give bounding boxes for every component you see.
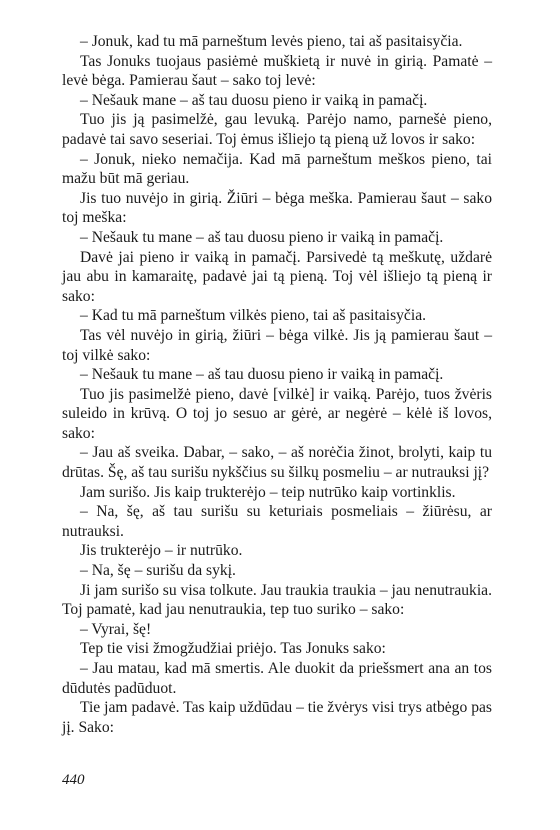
- paragraph: – Jonuk, nieko nemačija. Kad mā parneštum meškos pieno, tai mažu būt mā geriau.: [62, 150, 492, 188]
- paragraph: – Nešauk mane – aš tau duosu pieno ir vaiką in pamačį.: [80, 91, 428, 109]
- paragraph: – Nešauk tu mane – aš tau duosu pieno ir vaiką in pamačį.: [80, 228, 444, 246]
- paragraph: Tep tie visi žmogžudžiai priėjo. Tas Jonuks sako:: [80, 640, 386, 658]
- paragraph: – Kad tu mā parneštum vilkės pieno, tai aš pasitaisyčia.: [80, 307, 427, 325]
- paragraph: Tas vėl nuvėjo in girią, žiūri – bėga vilkė. Jis ją pamierau šaut – toj vilkė sako:: [62, 326, 492, 364]
- paragraph: Ji jam surišo su visa tolkute. Jau traukia traukia – jau nenutraukia. Toj pamatė, kad jau nenutraukia, tep tuo suriko – sako:: [62, 581, 492, 619]
- paragraph: Tas Jonuks tuojaus pasiėmė muškietą ir nuvė in girią. Pamatė – levė bėga. Pamierau šaut – sako toj levė:: [62, 52, 492, 90]
- body-text: [62, 32, 492, 737]
- paragraph: Tie jam padavė. Tas kaip uždūdau – tie žvėrys visi trys atbėgo pas jį. Sako:: [62, 699, 492, 736]
- paragraph: – Nešauk tu mane – aš tau duosu pieno ir vaiką in pamačį.: [80, 366, 444, 384]
- paragraph: – Na, šę – surišu da sykį.: [80, 562, 236, 580]
- paragraph: Davė jai pieno ir vaiką in pamačį. Parsivedė tą meškutę, uždarė jau abu in kamaraitę, padavė jai tą pieną. Toj vėl išliejo tą pieną ir sako:: [62, 248, 492, 305]
- paragraph: Tuo jis pasimelžė pieno, davė [vilkė] ir vaiką. Parėjo, tuos žvėris suleido in krūvą. O toj jo sesuo ar gėrė, ar negėrė – kėlė iš lovos, sako:: [62, 385, 492, 442]
- paragraph: Jis trukterėjo – ir nutrūko.: [80, 542, 243, 560]
- paragraph: Tuo jis ją pasimelžė, gau levuką. Parėjo namo, parnešė pieno, padavė tai savo seseriai. Toj ėmus išliejo tą pieną už lovos ir sako:: [62, 111, 492, 148]
- paragraph: Jis tuo nuvėjo in girią. Žiūri – bėga meška. Pamierau šaut – sako toj meška:: [62, 189, 492, 227]
- page-number: 440: [62, 772, 85, 788]
- paragraph: – Jau aš sveika. Dabar, – sako, – aš norėčia žinot, brolyti, kaip tu drūtas. Šę, aš tau surišu nykščius su šilkų posmeliu – ar nutrauksi jį?: [62, 444, 492, 482]
- paragraph: – Jonuk, kad tu mā parneštum levės pieno, tai aš pasitaisyčia.: [80, 33, 463, 50]
- paragraph: – Vyrai, šę!: [80, 620, 152, 638]
- paragraph: – Na, šę, aš tau surišu su keturiais posmeliais – žiūrėsu, ar nutrauksi.: [62, 503, 492, 540]
- paragraph: Jam surišo. Jis kaip trukterėjo – teip nutrūko kaip vortinklis.: [80, 483, 456, 501]
- paragraph: – Jau matau, kad mā smertis. Ale duokit da priešsmert ana an tos dūdutės padūduot.: [62, 660, 492, 697]
